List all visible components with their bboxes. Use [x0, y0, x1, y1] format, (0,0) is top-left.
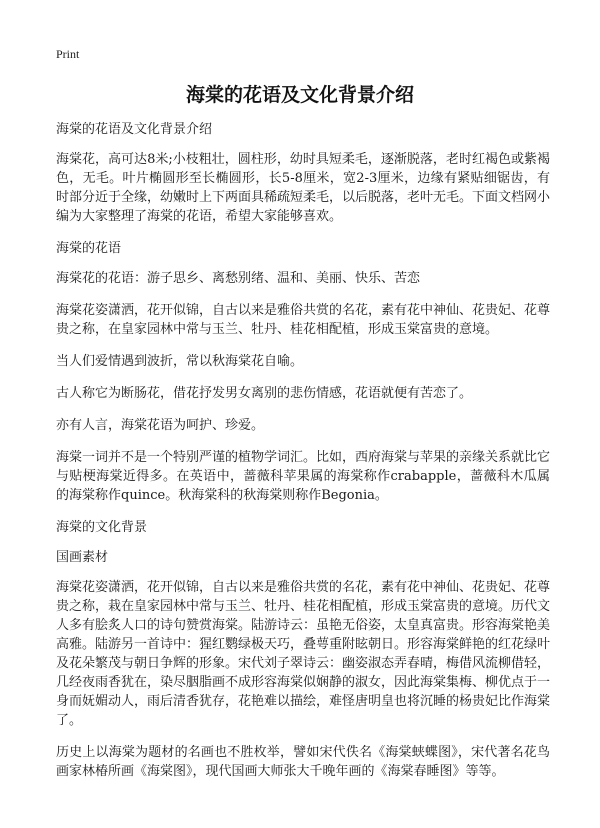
- section-heading: 海棠的文化背景: [56, 520, 148, 535]
- paragraph: 古人称它为断肠花，借花抒发男女离别的悲伤情感，花语就便有苦恋了。: [56, 386, 473, 401]
- paragraph: 历史上以海棠为题材的名画也不胜枚举，譬如宋代佚名《海棠蛱蝶图》，宋代著名花鸟画家林椿所画《海棠图》，现代国画大师张大千晚年画的《海棠春睡图》等等。: [56, 745, 550, 779]
- print-link[interactable]: Print: [56, 47, 80, 61]
- paragraph: 海棠花的花语：游子思乡、离愁别绪、温和、美丽、快乐、苦恋: [56, 271, 421, 286]
- document-body: [56, 120, 550, 794]
- subsection-heading: 国画素材: [56, 550, 109, 565]
- section-heading: 海棠的花语: [56, 241, 122, 256]
- section-heading: 海棠的花语及文化背景介绍: [56, 122, 213, 137]
- paragraph: 亦有人言，海棠花语为呵护、珍爱。: [56, 418, 265, 433]
- document-title: 海棠的花语及文化背景介绍: [185, 84, 414, 106]
- paragraph: 海棠花姿潇洒，花开似锦，自古以来是雅俗共赏的名花，素有花中神仙、花贵妃、花尊贵之称，在皇家园林中常与玉兰、牡丹、桂花相配植，形成玉棠富贵的意境。: [56, 303, 551, 337]
- paragraph: 当人们爱情遇到波折，常以秋海棠花自喻。: [56, 354, 304, 369]
- paragraph: 海棠花，高可达8米;小枝粗壮，圆柱形，幼时具短柔毛，逐渐脱落，老时红褐色或紫褐色，无毛。叶片椭圆形至长椭圆形，长5-8厘米，宽2-3厘米，边缘有紧贴细锯齿，有时部分近于全缘，幼嫩时上下两面具稀疏短柔毛，以后脱落，老叶无毛。下面文档网小编为大家整理了海棠的花语，希望大家能够喜欢。: [56, 152, 551, 224]
- paragraph: 海棠一词并不是一个特别严谨的植物学词汇。比如，西府海棠与苹果的亲缘关系就比它与贴梗海棠近得多。在英语中，蔷薇科苹果属的海棠称作crabapple，蔷薇科木瓜属的海棠称作quince。秋海棠科的秋海棠则称作Begonia。: [56, 450, 551, 503]
- paragraph: 海棠花姿潇洒，花开似锦，自古以来是雅俗共赏的名花，素有花中神仙、花贵妃、花尊贵之称，栽在皇家园林中常与玉兰、牡丹、桂花相配植，形成玉棠富贵的意境。历代文人多有脍炙人口的诗句赞赏海棠。陆游诗云：虽艳无俗姿，太皇真富贵。形容海棠艳美高雅。陆游另一首诗中：猩红鹦绿极天巧，叠萼重附眩朝日。形容海棠鲜艳的红花绿叶及花朵繁茂与朝日争辉的形象。宋代刘子翠诗云：幽姿淑态弄春晴，梅借风流柳借轻，几经夜雨香犹在，染尽胭脂画不成形容海棠似娴静的淑女，因此海棠集梅、柳优点于一身而妩媚动人，雨后清香犹存，花艳难以描绘，难怪唐明皇也将沉睡的杨贵妃比作海棠了。: [56, 580, 551, 728]
